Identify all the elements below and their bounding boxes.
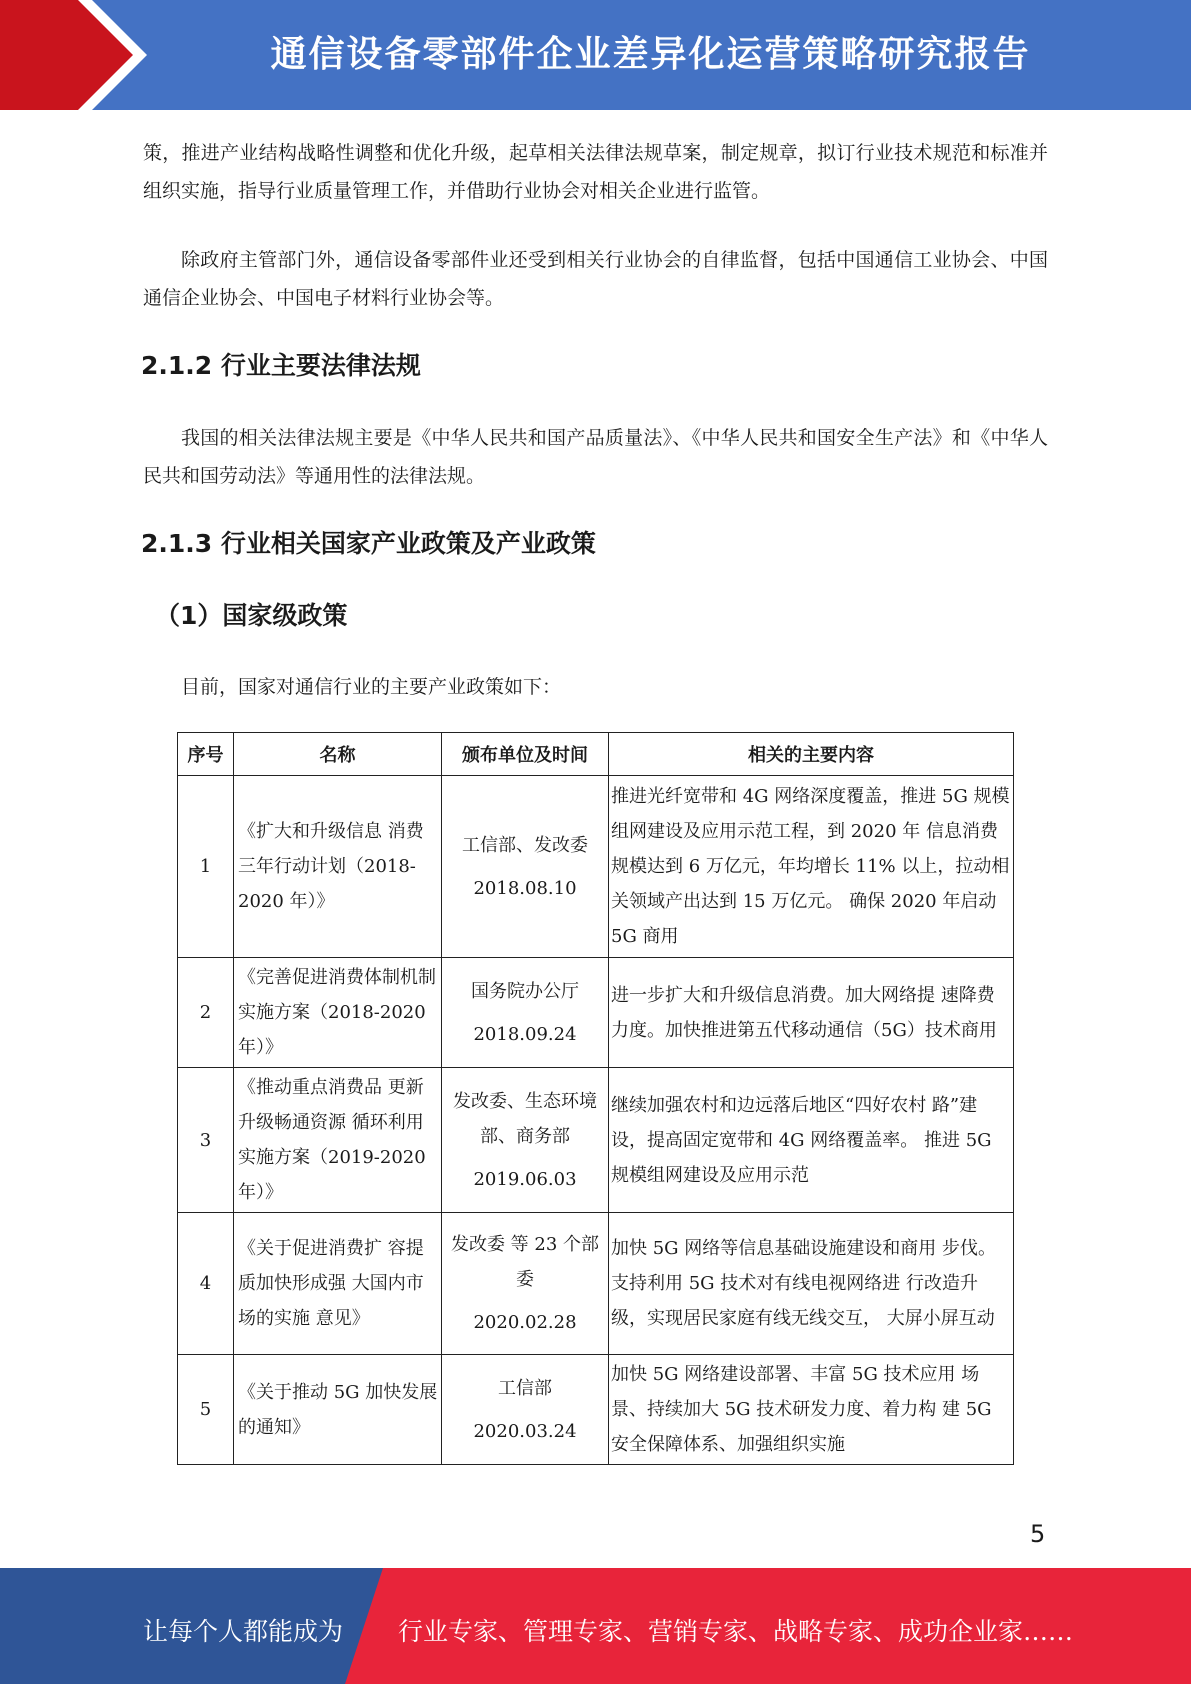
- section-heading-2-1-2: 2.1.2 行业主要法律法规: [141, 351, 421, 380]
- paragraph-laws: 我国的相关法律法规主要是《中华人民共和国产品质量法》、《中华人民共和国安全生产法》和《中华人民共和国劳动法》等通用性的法律法规。: [143, 427, 1048, 487]
- subheading-national-policy: （1）国家级政策: [155, 601, 348, 630]
- issuer-cell: [442, 1068, 609, 1213]
- table-row: [178, 958, 1014, 1068]
- column-header-issuer: 颁布单位及时间: [442, 733, 609, 776]
- issuer-cell: [442, 1213, 609, 1355]
- table-row: [178, 776, 1014, 958]
- policy-name: 《关于推动 5G 加快发展的通知》: [234, 1355, 442, 1465]
- issuer-name: 工信部、发改委: [462, 834, 588, 856]
- policy-name: 《扩大和升级信息 消费三年行动计划（2018-2020 年）》: [234, 776, 442, 958]
- page-header: [0, 0, 1191, 110]
- paragraph-regulation-duties: 策，推进产业结构战略性调整和优化升级，起草相关法律法规草案，制定规章，拟订行业技术规范和标准并组织实施，指导行业质量管理工作，并借助行业协会对相关企业进行监管。: [143, 142, 1048, 202]
- policy-content: 加快 5G 网络等信息基础设施建设和商用 步伐。支持利用 5G 技术对有线电视网络进 行改造升级，实现居民家庭有线无线交互， 大屏小屏互动: [609, 1213, 1014, 1355]
- report-title: 通信设备零部件企业差异化运营策略研究报告: [270, 34, 1031, 75]
- issuer-name: 发改委 等 23 个部委: [450, 1234, 600, 1290]
- policy-name: 《推动重点消费品 更新升级畅通资源 循环利用实施方案（2019-2020 年）》: [234, 1068, 442, 1213]
- issue-date: 2020.03.24: [473, 1420, 577, 1442]
- column-header-name: 名称: [234, 733, 442, 776]
- row-index: 4: [178, 1213, 234, 1355]
- issuer-name: 国务院办公厅: [471, 980, 579, 1002]
- row-index: 1: [178, 776, 234, 958]
- footer-slogan-right: 行业专家、管理专家、营销专家、战略专家、成功企业家……: [398, 1617, 1074, 1646]
- table-row: [178, 1068, 1014, 1213]
- issue-date: 2020.02.28: [473, 1312, 577, 1333]
- column-header-index: 序号: [178, 733, 234, 776]
- table-row: [178, 1213, 1014, 1355]
- page-number: 5: [1030, 1520, 1046, 1548]
- issuer-cell: [442, 1355, 609, 1465]
- issue-date: 2018.09.24: [473, 1023, 577, 1045]
- page-footer: [0, 1568, 1191, 1684]
- issue-date: 2018.08.10: [473, 877, 577, 899]
- row-index: 5: [178, 1355, 234, 1465]
- issue-date: 2019.06.03: [473, 1168, 577, 1190]
- paragraph-table-intro: 目前，国家对通信行业的主要产业政策如下：: [181, 676, 562, 698]
- issuer-name: 发改委、生态环境部、商务部: [453, 1090, 597, 1147]
- issuer-name: 工信部: [498, 1377, 552, 1399]
- issuer-cell: [442, 958, 609, 1068]
- table-row: [178, 1355, 1014, 1465]
- section-heading-2-1-3: 2.1.3 行业相关国家产业政策及产业政策: [141, 529, 596, 558]
- policy-content: 推进光纤宽带和 4G 网络深度覆盖，推进 5G 规模组网建设及应用示范工程，到 2020 年 信息消费规模达到 6 万亿元，年均增长 11% 以上，拉动相关领域产出达到 15 万亿元。 确保 2020 年启动 5G 商用: [609, 776, 1014, 958]
- policy-table: [177, 732, 1014, 1465]
- table-header-row: [178, 733, 1014, 776]
- paragraph-industry-associations: 除政府主管部门外，通信设备零部件业还受到相关行业协会的自律监督，包括中国通信工业协会、中国通信企业协会、中国电子材料行业协会等。: [143, 249, 1048, 309]
- policy-name: 《完善促进消费体制机制实施方案（2018-2020 年）》: [234, 958, 442, 1068]
- row-index: 2: [178, 958, 234, 1068]
- policy-content: 继续加强农村和边远落后地区“四好农村 路”建设，提高固定宽带和 4G 网络覆盖率。 推进 5G 规模组网建设及应用示范: [609, 1068, 1014, 1213]
- column-header-content: 相关的主要内容: [609, 733, 1014, 776]
- policy-name: 《关于促进消费扩 容提质加快形成强 大国内市场的实施 意见》: [234, 1213, 442, 1355]
- policy-content: 进一步扩大和升级信息消费。加大网络提 速降费力度。加快推进第五代移动通信（5G）技术商用: [609, 958, 1014, 1068]
- issuer-cell: [442, 776, 609, 958]
- header-arrow-decoration: [0, 0, 150, 110]
- policy-content: 加快 5G 网络建设部署、丰富 5G 技术应用 场景、持续加大 5G 技术研发力度、着力构 建 5G 安全保障体系、加强组织实施: [609, 1355, 1014, 1465]
- row-index: 3: [178, 1068, 234, 1213]
- footer-slogan-left: 让每个人都能成为: [143, 1617, 344, 1646]
